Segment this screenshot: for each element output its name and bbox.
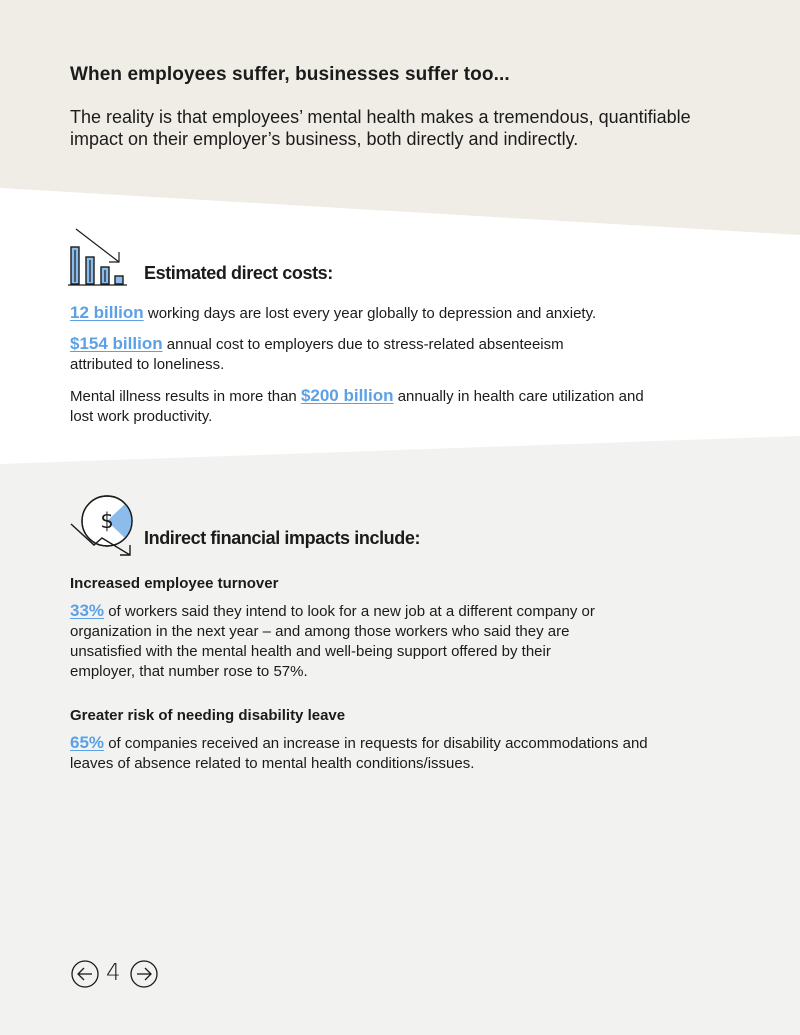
intro-paragraph: The reality is that employees’ mental health makes a tremendous, quantifiable impact on their employer’s business, both directly and indirectly.: [70, 107, 691, 149]
turnover-subheading: Increased employee turnover: [70, 575, 279, 592]
stat-turnover-highlight: 33%: [70, 601, 105, 620]
page-navigator: [70, 959, 160, 991]
stat-disability: [70, 733, 655, 774]
disability-subheading: Greater risk of needing disability leave: [70, 707, 346, 724]
declining-bar-chart-icon: [68, 226, 128, 288]
indirect-impacts-heading: Indirect financial impacts include:: [144, 528, 421, 548]
stat-disability-highlight: 65%: [70, 733, 105, 752]
direct-costs-heading: Estimated direct costs:: [144, 263, 333, 283]
stat-working-days: [70, 303, 660, 324]
stat-health-care: [70, 386, 660, 427]
stat-turnover: [70, 601, 615, 682]
page-heading: When employees suffer, businesses suffer too...: [70, 64, 510, 85]
stat-working-days-highlight: 12 billion: [70, 303, 144, 322]
dollar-decline-icon: [68, 493, 136, 561]
page-number: 4: [106, 960, 121, 986]
stat-disability-text: of companies received an increase in requests for disability accommodations and leaves of absence related to mental health conditions/issues.: [70, 735, 648, 772]
stat-health-care-before: Mental illness results in more than: [70, 388, 301, 405]
stat-health-care-highlight: $200 billion: [300, 386, 394, 405]
stat-health-care-after: annually in health care utilization and lost work productivity.: [70, 388, 644, 425]
stat-absenteeism-text: annual cost to employers due to stress-related absenteeism attributed to loneliness.: [70, 336, 564, 373]
stat-absenteeism: [70, 334, 610, 375]
arrow-right-circle-icon[interactable]: [129, 959, 159, 989]
stat-absenteeism-highlight: $154 billion: [70, 334, 163, 353]
arrow-left-circle-icon[interactable]: [70, 959, 100, 989]
stat-turnover-text: of workers said they intend to look for a new job at a different company or organization in the next year – and among those workers who said they are unsatisfied with the mental health and well-being support offered by their employer, that number rose to 57%.: [70, 603, 595, 680]
stat-working-days-text: working days are lost every year globally to depression and anxiety.: [143, 305, 597, 322]
svg-text:$: $: [100, 509, 114, 533]
